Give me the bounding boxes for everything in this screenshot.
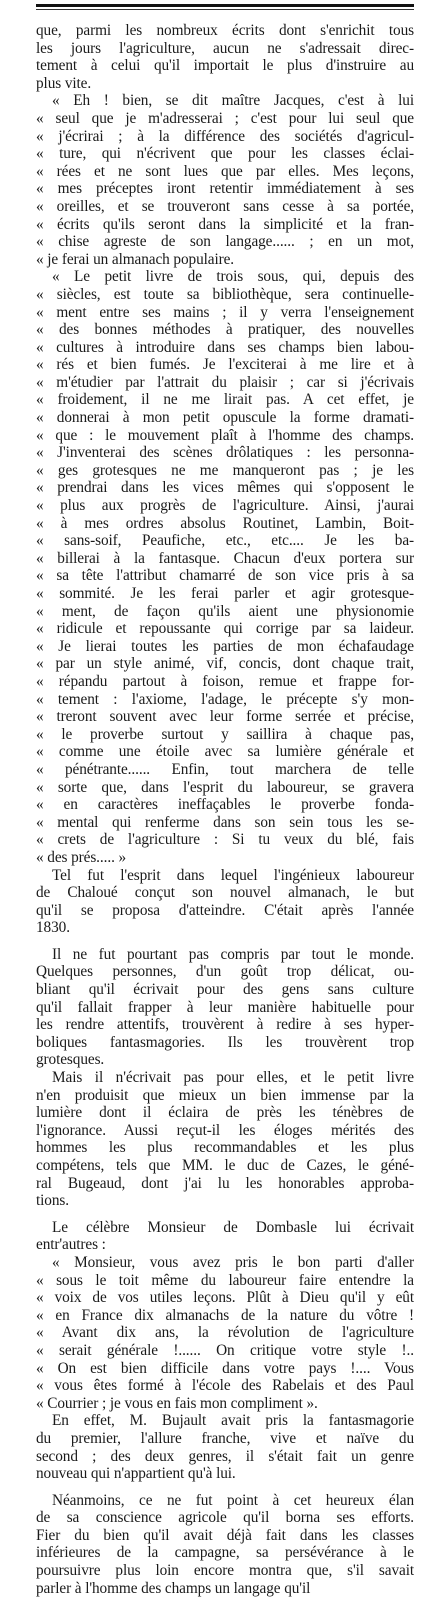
text-line: « des bonnes méthodes à pratiquer, des nouvelles <box>36 321 414 339</box>
paragraph <box>36 1069 414 1210</box>
text-line: Fier du bien qu'il avait déjà fait dans les classes <box>36 1526 414 1544</box>
text-line: nouveau qui n'appartient qu'à lui. <box>36 1465 236 1483</box>
paragraph <box>36 1219 414 1254</box>
text-line: « sous le toit même du laboureur faire entendre la <box>36 1271 414 1289</box>
text-line: lumière dont il éclaira de près les ténèbres de <box>36 1104 414 1122</box>
text-line: Le célèbre Monsieur de Dombasle lui écrivait <box>52 1218 414 1236</box>
text-line: « ture, qui n'écrivent que pour les classes éclai- <box>36 145 414 163</box>
text-line: Mais il n'écrivait pas pour elles, et le petit livre <box>52 1069 414 1087</box>
text-line: « que : le mouvement plaît à l'homme des champs. <box>36 426 414 444</box>
text-line: inférieures de la campagne, sa persévérance à le <box>36 1544 414 1562</box>
text-column <box>36 22 414 1597</box>
text-line: « chise agreste de son langage...... ; en un mot, <box>36 233 414 251</box>
text-line: « vous êtes formé à l'école des Rabelais et des Paul <box>36 1377 414 1395</box>
text-line: « rés et bien fumés. Je l'exciterai à me lire et à <box>36 356 414 374</box>
text-line: entr'autres : <box>36 1236 106 1254</box>
paragraph <box>36 1254 414 1412</box>
text-line: « sans-soif, Peaufiche, etc., etc.... Je les ba- <box>36 532 414 550</box>
text-line: « ment, de façon qu'ils aient une physionomie <box>36 602 414 620</box>
paragraph <box>36 92 414 268</box>
text-line: « en France dix almanachs de la nature du vôtre ! <box>36 1306 414 1324</box>
text-line: parler à l'homme des champs un langage qu'il <box>36 1579 311 1597</box>
paragraph <box>36 268 414 866</box>
text-line: qu'il se proposa d'atteindre. C'était après l'année <box>36 901 414 919</box>
text-line: « froidement, il ne me lirait pas. A cet effet, je <box>36 391 414 409</box>
text-line: bliant qu'il écrivait pour des gens sans culture <box>36 981 414 999</box>
text-line: « à mes ordres absolus Routinet, Lambin, Boit- <box>36 514 414 532</box>
text-line: « Eh ! bien, se dit maître Jacques, c'est à lui <box>52 92 414 110</box>
text-line: « cultures à introduire dans ses champs bien labou- <box>36 338 414 356</box>
text-line: « siècles, est toute sa bibliothèque, sera continuelle- <box>36 285 414 303</box>
text-line: « Monsieur, vous avez pris le bon parti d'aller <box>52 1253 414 1271</box>
text-line: « serait générale !...... On critique votre style !.. <box>36 1341 414 1359</box>
text-line: ral Bugeaud, dont j'ai lu les honorables approba- <box>36 1174 414 1192</box>
text-line: « treront souvent avec leur forme serrée et précise, <box>36 708 414 726</box>
text-line: poursuivre plus loin encore montra que, s'il savait <box>36 1562 414 1580</box>
text-line: l'ignorance. Aussi reçut-il les éloges mérités des <box>36 1121 414 1139</box>
text-line: Il ne fut pourtant pas compris par tout le monde. <box>52 945 414 963</box>
text-line: grotesques. <box>36 1051 105 1069</box>
text-line: « mental qui renferme dans son sein tous les se- <box>36 813 414 831</box>
text-line: « mes préceptes iront retentir immédiatement à ses <box>36 180 414 198</box>
text-line: « prendrai dans les vices mêmes qui s'opposent le <box>36 479 414 497</box>
text-line: « Je lierai toutes les parties de mon échafaudage <box>36 637 414 655</box>
text-line: « donnerai à mon petit opuscule la forme dramati- <box>36 409 414 427</box>
text-line: « oreilles, et se trouveront sans cesse à sa portée, <box>36 197 414 215</box>
text-line: les rendre attentifs, trouvèrent à redire à ses hyper- <box>36 1016 414 1034</box>
top-thin-rule <box>36 9 414 10</box>
text-line: « voix de vos utiles leçons. Plût à Dieu qu'il y eût <box>36 1289 414 1307</box>
text-line: « crets de l'agriculture : Si tu veux du blé, fais <box>36 831 414 849</box>
text-line: « sommité. Je les ferai parler et agir grotesque- <box>36 585 414 602</box>
text-line: « le proverbe surtout y saillira à chaque pas, <box>36 725 414 743</box>
text-line: qu'il fallait frapper à leur manière habituelle pour <box>36 998 414 1016</box>
text-line: « en caractères ineffaçables le proverbe fonda- <box>36 796 414 814</box>
text-line: tions. <box>36 1192 69 1210</box>
text-line: « par un style animé, vif, concis, dont chaque trait, <box>36 655 414 673</box>
text-line: que, parmi les nombreux écrits dont s'enrichit tous <box>36 22 414 39</box>
text-line: « J'inventerai des scènes drôlatiques : les personna- <box>36 444 414 462</box>
paragraph <box>36 1492 414 1597</box>
text-line: « billerai à la fantasque. Chacun d'eux portera sur <box>36 549 414 567</box>
text-line: « ment entre ses mains ; il y verra l'enseignement <box>36 303 414 321</box>
text-line: « ridicule et repoussante qui corrige par sa laideur. <box>36 620 414 638</box>
newspaper-page <box>0 4 440 1597</box>
text-line: les jours l'agriculture, aucun ne s'adressait direc- <box>36 39 414 57</box>
paragraph <box>36 22 414 92</box>
text-line: « seul que je m'adresserai ; c'est pour lui seul que <box>36 109 414 127</box>
text-line: « rées et ne sont lues que par elles. Mes leçons, <box>36 162 414 180</box>
text-line: « Avant dix ans, la révolution de l'agriculture <box>36 1324 414 1342</box>
text-line: En effet, M. Bujault avait pris la fantasmagorie <box>52 1412 414 1430</box>
text-line: « je ferai un almanach populaire. <box>36 250 235 268</box>
text-line: plus vite. <box>36 74 92 92</box>
text-line: « des prés..... » <box>36 848 127 866</box>
text-line: « Le petit livre de trois sous, qui, depuis des <box>52 268 414 286</box>
text-line: « plus aux progrès de l'agriculture. Ainsi, j'aurai <box>36 497 414 515</box>
paragraph <box>36 1412 414 1482</box>
text-line: du premier, l'allure franche, vive et naïve du <box>36 1429 414 1447</box>
text-line: « j'écrirai ; à la différence des sociétés d'agricul- <box>36 127 414 145</box>
text-line: « comme une étoile avec sa lumière générale et <box>36 743 414 761</box>
top-rule <box>36 4 414 7</box>
paragraph <box>36 867 414 937</box>
text-line: compétens, tels que MM. le duc de Cazes, le géné- <box>36 1157 414 1174</box>
text-line: tement à celui qu'il importait le plus d'instruire au <box>36 57 414 75</box>
text-line: « écrits qu'ils seront dans la simplicité et la fran- <box>36 215 414 233</box>
text-line: hommes les plus recommandables et les plus <box>36 1139 414 1157</box>
text-line: boliques fantasmagories. Ils les trouvèrent trop <box>36 1033 414 1051</box>
text-line: « sorte que, dans l'esprit du laboureur, se gravera <box>36 778 414 796</box>
text-line: 1830. <box>36 919 70 937</box>
text-line: « ges grotesques ne me manqueront pas ; je les <box>36 461 414 479</box>
text-line: de Chaloué conçut son nouvel almanach, le but <box>36 884 414 902</box>
text-line: Tel fut l'esprit dans lequel l'ingénieux laboureur <box>52 866 414 884</box>
text-line: Quelques personnes, d'un goût trop délicat, ou- <box>36 963 414 981</box>
text-line: « On est bien difficile dans votre pays !.... Vous <box>36 1359 414 1377</box>
text-line: « tement : l'axiome, l'adage, le précepte s'y mon- <box>36 690 414 708</box>
text-line: « répandu partout à foison, remue et frappe for- <box>36 672 414 690</box>
text-line: « Courrier ; je vous en fais mon compliment ». <box>36 1394 318 1412</box>
text-line: second ; des deux genres, il s'était fait un genre <box>36 1447 414 1465</box>
text-line: de sa conscience agricole qu'il borna ses efforts. <box>36 1509 414 1527</box>
text-line: n'en produisit que mieux un bien immense par la <box>36 1086 414 1104</box>
text-line: Néanmoins, ce ne fut point à cet heureux élan <box>52 1491 414 1509</box>
text-line: « sa tête l'attribut chamarré de son vice pris à sa <box>36 567 414 585</box>
paragraph <box>36 946 414 1069</box>
text-line: « pénétrante...... Enfin, tout marchera de telle <box>36 760 414 778</box>
text-line: « m'étudier par l'attrait du plaisir ; car si j'écrivais <box>36 373 414 391</box>
